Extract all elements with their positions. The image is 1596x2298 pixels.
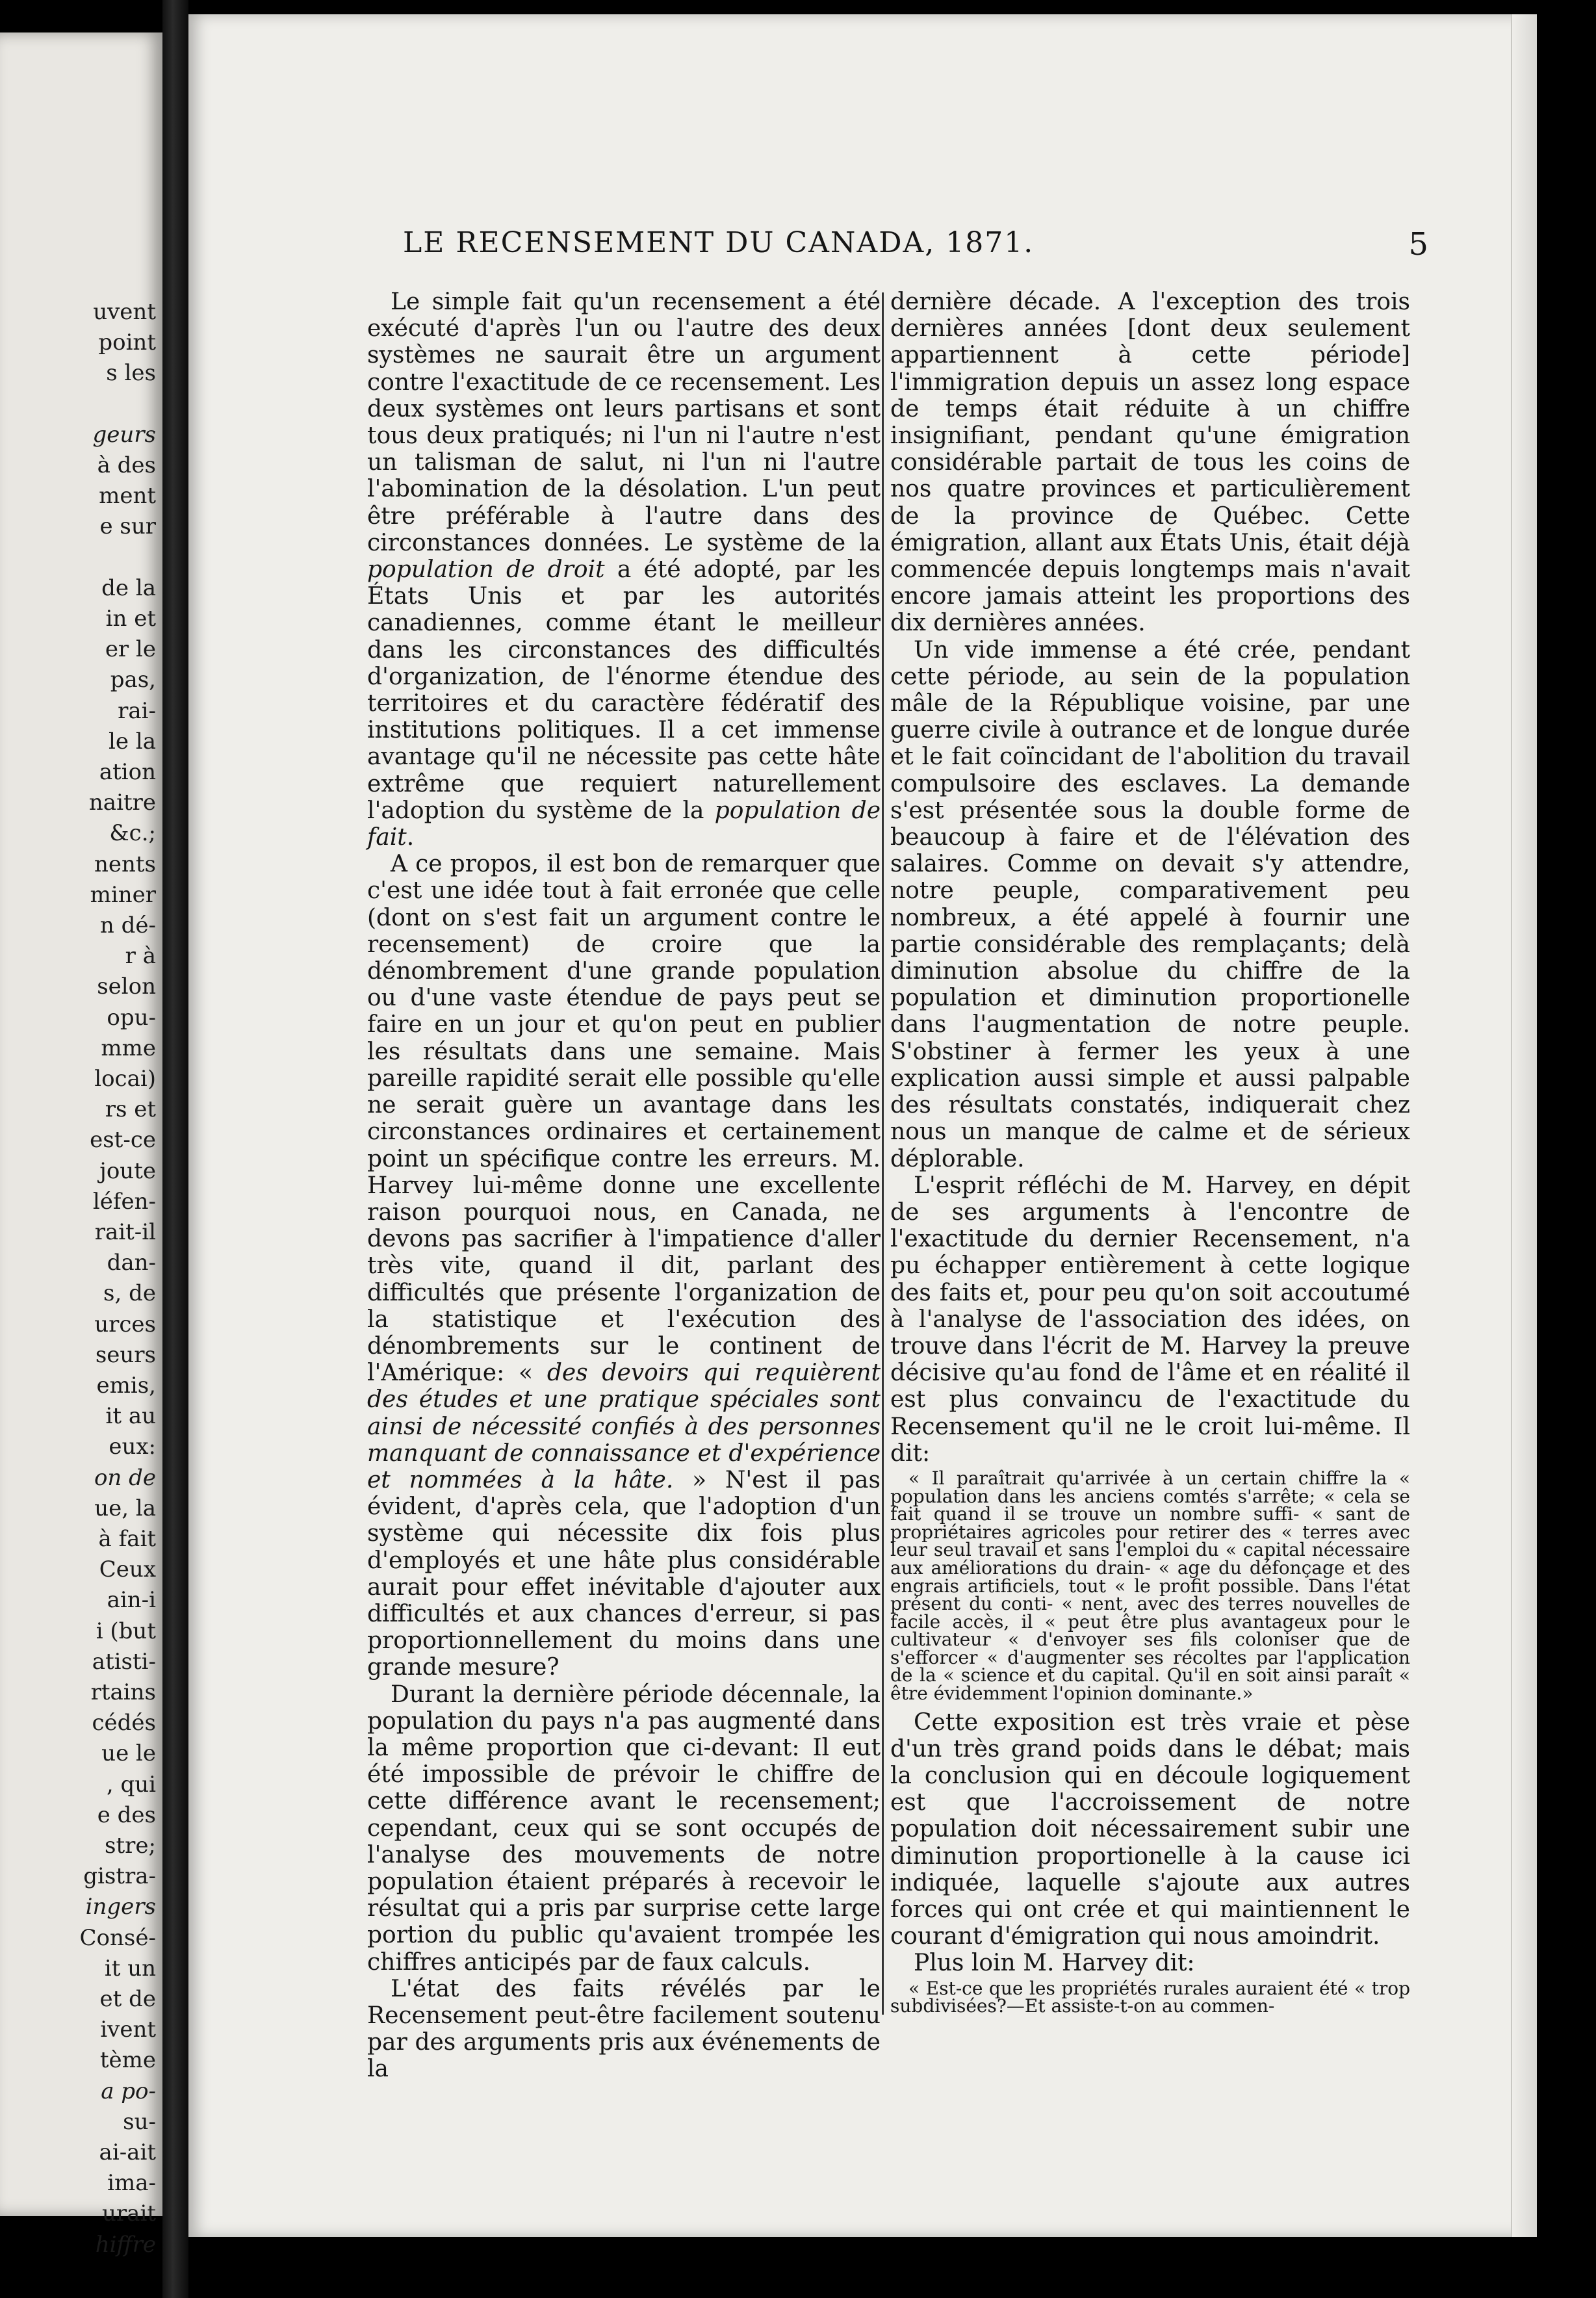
paragraph: L'esprit réfléchi de M. Harvey, en dépit de ses arguments à l'encontre de l'exactitude du dernier Recensement, n'a pu échapper entièrement à cette logique des faits et, pour peu qu'on soit accoutumé à l'analyse de l'association des idées, on trouve dans l'écrit de M. Harvey la preuve décisive qu'au fond de l'âme et en réalité il est plus convaincu de l'exactitude du Recensement qu'il ne le croit lui-même. Il dit: — [890, 1172, 1410, 1467]
left-page-fragment: dan- — [107, 1250, 156, 1276]
left-page-fragment: de la — [101, 574, 156, 601]
paragraph: Un vide immense a été crée, pendant cette période, au sein de la population mâle de la République voisine, par une guerre civile à outrance et de longue durée et le fait coïncidant de l'abolition du travail compulsoire des esclaves. La demande s'est présentée sous la double forme de beaucoup à faire et de l'élévation des salaires. Comme on devait s'y attendre, notre peuple, comparativement peu nombreux, a été appelé à fournir une partie considérable des remplaçants; delà diminution absolue du chiffre de la population et diminution proportionelle dans l'augmentation de notre peuple. S'obstiner à fermer les yeux à une explication aussi simple et aussi palpable des résultats constatés, indiquerait chez nous un manque de calme et de sérieux déplorable. — [890, 636, 1410, 1172]
left-page-fragment: rait-il — [94, 1219, 156, 1245]
left-page-fragment: stre; — [105, 1833, 156, 1859]
left-column — [367, 289, 881, 2083]
left-page-fragment: à des — [97, 452, 156, 478]
left-page-fragment: r à — [125, 943, 156, 970]
left-page-fragment: ain-i — [107, 1587, 156, 1614]
left-page-fragment: urait — [102, 2201, 156, 2227]
left-page-fragment: opu- — [107, 1004, 156, 1031]
left-page-fragment: ue le — [101, 1740, 156, 1767]
paragraph: Plus loin M. Harvey dit: — [914, 1950, 1195, 1977]
paragraph: A ce propos, il est bon de remarquer que c'est une idée tout à fait erronée que celle (dont on s'est fait un argument contre le recensement) de croire que la dénombrement d'une grande population ou d'une vaste étendue de pays peut se faire en un jour et qu'on peut en publier les résultats dans une semaine. Mais pareille rapidité serait elle possible qu'elle ne serait guère un avantage dans les circonstances ordinaires et certainement point un spécifique contre les erreurs. M. Harvey lui-même donne une excellente raison pourquoi nous, en Canada, ne devons pas sacrifier à l'impatience d'aller très vite, quand il dit, parlant des difficultés que présente l'organization de la statistique et l'exécution des dénombrements sur le continent de l'Amérique: « des devoirs qui requièrent des études et une pratique spéciales sont ainsi de nécessité confiés à des personnes manquant de connaissance et d'expérience et nommées à la hâte. » N'est il pas évident, d'après cela, que l'adoption d'un système qui nécessite dix fois plus d'employés et une hâte plus considérable aurait pour effet inévitable d'ajouter aux difficultés et aux chances d'erreur, si pas proportionnellement du moins dans une grande mesure? — [367, 851, 881, 1681]
right-column — [890, 289, 1410, 2022]
left-page-fragment: uvent — [93, 299, 156, 325]
block-quote: « Il paraîtrait qu'arrivée à un certain chiffre la « population dans les anciens comtés s'arrête; « cela se fait quand il se trouve un nombre suffi- « sant de propriétaires agricoles pour retirer des « terres avec leur seul travail et sans l'emploi du « capital nécessaire aux améliorations du drain- « age du défonçage et des engrais artificiels, tout « le profit possible. Dans l'état présent du conti- « nent, avec des terres nouvelles de facile accès, il « peut être plus avantageux pour le cultivateur « d'envoyer ses fils coloniser que de s'efforcer « d'augmenter ses récoltes par l'application de la « science et du capital. Qu'il en soit ainsi paraît « être évidemment l'opinion dominante.» — [890, 1467, 1410, 1705]
paragraph: dernière décade. A l'exception des trois dernières années [dont deux seulement appartiennent à cette période] l'immigration depuis un assez long espace de temps était réduite à un chiffre insignifiant, pendant qu'une émigration considérable partait de tous les coins de nos quatre provinces et particulièrement de la province de Québec. Cette émigration, allant aux États Unis, était déjà commencée depuis longtemps mais n'avait encore jamais atteint les proportions des dix dernières années. — [890, 289, 1410, 637]
left-page-fragment: rtains — [90, 1679, 156, 1705]
left-page-fragment: miner — [90, 881, 156, 908]
page-number: 5 — [1408, 226, 1430, 263]
left-page-fragment: nents — [94, 851, 156, 877]
left-page-fragment: ment — [99, 483, 156, 510]
left-page-fragment: , qui — [106, 1771, 156, 1798]
left-page-fragment: hiffre — [95, 2231, 156, 2258]
left-page-fragment: tème — [99, 2047, 156, 2074]
left-page-fragment: locai) — [94, 1066, 156, 1092]
left-page-fragment: e sur — [99, 513, 156, 540]
left-page-fragment: in et — [105, 606, 156, 632]
left-page-fragment: it un — [104, 1955, 156, 1982]
left-page-fragment: eux: — [109, 1434, 156, 1460]
paragraph: L'état des faits révélés par le Recensement peut-être facilement soutenu par des arguments pris aux événements de la — [367, 1975, 881, 2083]
left-page-fragment: a po- — [101, 2078, 156, 2104]
left-page-fragment: point — [98, 329, 156, 356]
adjacent-left-page — [0, 32, 162, 2258]
block-quote: « Est-ce que les propriétés rurales auraient été « trop subdivisées?—Et assiste-t-on au commen- — [890, 1977, 1410, 2017]
column-rule — [882, 292, 884, 2015]
left-page-fragment: Consé- — [79, 1924, 156, 1951]
left-page-fragment: gistra- — [83, 1863, 156, 1890]
left-page-fragment: léfen- — [92, 1188, 156, 1215]
left-page-fragment: s, de — [103, 1280, 156, 1307]
left-page-fragment: n dé- — [99, 912, 156, 938]
left-page-fragment: est-ce — [90, 1127, 156, 1154]
running-head-title: LE RECENSEMENT DU CANADA, 1871. — [403, 226, 1035, 259]
paragraph: Cette exposition est très vraie et pèse d'un très grand poids dans le débat; mais la conclusion qui en découle logiquement est que l'accroissement de notre population doit nécessairement subir une diminution proportionelle à la cause ici indiquée, laquelle s'ajoute aux autres forces qui ont crée et qui maintiennent le courant d'émigration qui nous amoindrit. — [890, 1709, 1410, 1950]
left-page-fragment: rs et — [105, 1096, 156, 1123]
left-page-fragment: atisti- — [92, 1648, 156, 1675]
left-page-fragment: er le — [105, 636, 156, 663]
scan-border — [1537, 0, 1596, 2298]
left-page-fragment: à fait — [98, 1526, 156, 1552]
left-page-fragment: ima- — [107, 2170, 156, 2197]
left-page-fragment: joute — [99, 1157, 156, 1184]
left-page-fragment: it au — [105, 1403, 156, 1430]
left-page-fragment: le la — [109, 728, 156, 755]
left-page-fragment: urces — [94, 1311, 156, 1337]
left-page-fragment: ai-ait — [99, 2139, 156, 2165]
left-page-fragment: i (but — [96, 1618, 156, 1644]
left-page-fragment: seurs — [95, 1341, 156, 1368]
paragraph: Le simple fait qu'un recensement a été exécuté d'après l'un ou l'autre des deux systèmes ne saurait être un argument contre l'exactitude de ce recensement. Les deux systèmes ont leurs partisans et sont tous deux pratiqués; ni l'un ni l'autre n'est un talisman de salut, ni l'un ni l'autre l'abomination de la désolation. L'un peut être préférable à l'autre dans des circonstances données. Le système de la population de droit a été adopté, par les États Unis et par les autorités canadiennes, comme étant le meilleur dans les circonstances des difficultés d'organization, de l'énorme étendue des territoires et du caractère fédératif des institutions politiques. Il a cet immense avantage qu'il ne nécessite pas cette hâte extrême que requiert naturellement l'adoption du système de la population de fait. — [367, 289, 881, 851]
left-page-fragment: su- — [123, 2108, 156, 2135]
left-page-fragment: ue, la — [94, 1495, 156, 1521]
left-page-fragment: ation — [99, 759, 156, 785]
left-page-fragment: e des — [97, 1801, 156, 1828]
left-page-fragment: s les — [106, 360, 156, 387]
left-page-fragment: geurs — [92, 421, 156, 448]
left-page-fragment: et de — [99, 1986, 156, 2012]
left-page-fragment: mme — [101, 1035, 156, 1061]
left-page-fragment: Ceux — [99, 1556, 156, 1583]
left-page-fragment: pas, — [110, 667, 156, 693]
left-page-fragment: cédés — [92, 1710, 156, 1736]
paragraph: Durant la dernière période décennale, la population du pays n'a pas augmenté dans la même proportion que ci-devant: Il eut été impossible de prévoir le chiffre de cette différence avant le recensement; cependant, ceux qui se sont occupés de l'analyse des mouvements de notre population étaient préparés à recevoir le résultat qui a pris par surprise cette large portion du public qu'avaient trompée les chiffres anticipés par de faux calculs. — [367, 1681, 881, 1976]
left-page-fragment: ingers — [85, 1894, 156, 1920]
left-page-fragment: &c.; — [109, 820, 156, 847]
left-page-fragment: naitre — [88, 790, 156, 816]
left-page-fragment: ivent — [100, 2017, 156, 2043]
book-gutter — [162, 0, 188, 2298]
left-page-fragment: on de — [94, 1464, 156, 1491]
page-edge-strip — [1511, 14, 1538, 2237]
left-page-fragment: rai- — [118, 697, 156, 724]
left-page-fragment: emis, — [96, 1373, 156, 1399]
left-page-fragment: selon — [97, 974, 156, 1000]
